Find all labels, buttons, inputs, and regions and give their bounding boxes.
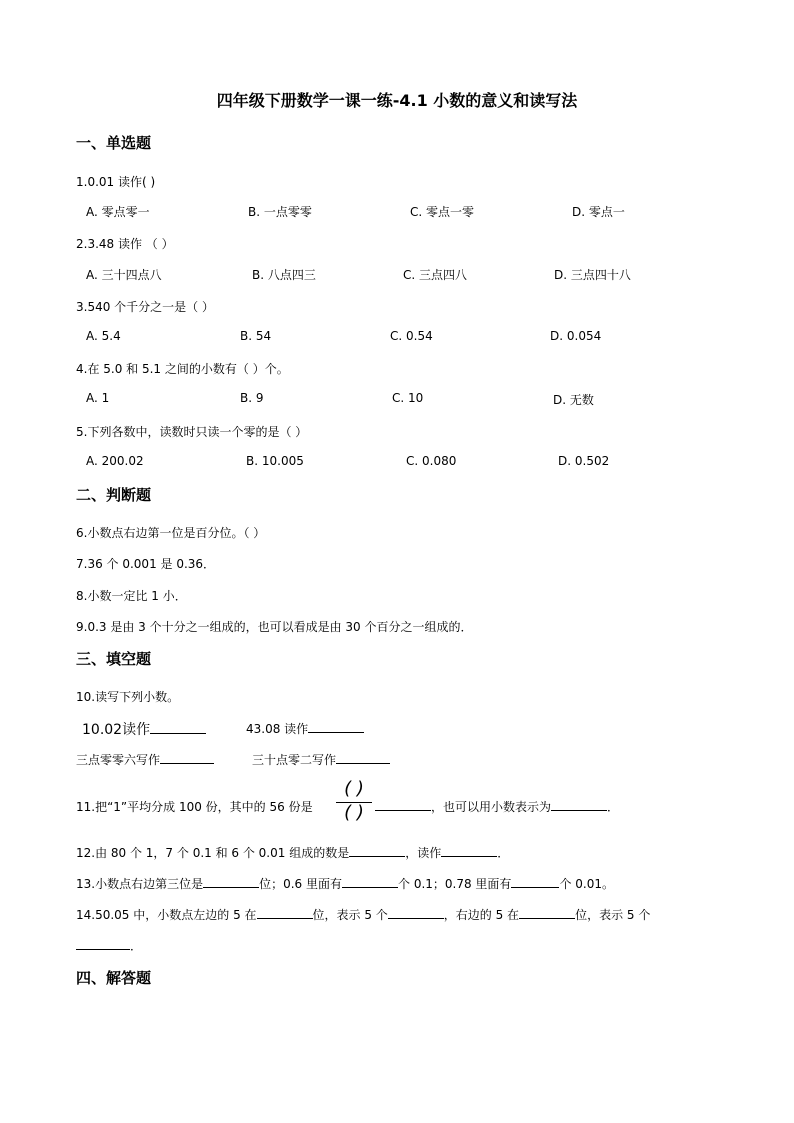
question-1-option-a: A. 零点零一 bbox=[86, 205, 150, 219]
question-4-option-d: D. 无数 bbox=[553, 393, 594, 407]
section-heading-solve: 四、解答题 bbox=[76, 969, 152, 987]
answer-blank[interactable] bbox=[203, 875, 259, 888]
question-5-stem: 5.下列各数中，读数时只读一个零的是（ ） bbox=[76, 425, 308, 439]
question-2-option-b: B. 八点四三 bbox=[252, 268, 316, 282]
answer-blank[interactable] bbox=[76, 937, 130, 950]
question-4-stem: 4.在 5.0 和 5.1 之间的小数有（ ）个。 bbox=[76, 362, 289, 376]
question-10-part-a bbox=[82, 719, 206, 739]
question-8: 8.小数一定比 1 小． bbox=[76, 589, 187, 603]
question-1-option-c: C. 零点一零 bbox=[410, 205, 475, 219]
answer-blank[interactable] bbox=[388, 906, 444, 919]
question-2-option-c: C. 三点四八 bbox=[403, 268, 468, 282]
question-3-option-b: B. 54 bbox=[240, 329, 272, 343]
question-11-prefix: 11.把“1”平均分成 100 份，其中的 56 份是 bbox=[76, 800, 313, 814]
question-10-stem: 10.读写下列小数。 bbox=[76, 690, 180, 704]
question-2-option-a: A. 三十四点八 bbox=[86, 268, 162, 282]
question-2-stem: 2.3.48 读作 （ ） bbox=[76, 237, 174, 251]
question-14-part-d: 位，表示 5 个 bbox=[575, 908, 651, 922]
answer-blank[interactable] bbox=[551, 798, 607, 811]
question-2-option-d: D. 三点四十八 bbox=[554, 268, 631, 282]
question-12-part-c: ． bbox=[497, 846, 510, 860]
question-5-option-a: A. 200.02 bbox=[86, 454, 144, 468]
answer-blank[interactable] bbox=[308, 720, 364, 733]
question-13-part-a: 13.小数点右边第三位是 bbox=[76, 877, 204, 891]
question-14-part-c: ，右边的 5 在 bbox=[443, 908, 520, 922]
question-11-end: ． bbox=[607, 800, 620, 814]
answer-blank[interactable] bbox=[150, 721, 206, 734]
answer-blank[interactable] bbox=[441, 844, 497, 857]
question-4-option-c: C. 10 bbox=[392, 391, 424, 405]
question-10-part-a-label: 10.02读作 bbox=[82, 722, 151, 738]
question-11-mid: ，也可以用小数表示为 bbox=[431, 800, 552, 814]
question-10-part-b bbox=[246, 720, 364, 737]
answer-blank[interactable] bbox=[160, 751, 214, 764]
section-heading-fill-blank: 三、填空题 bbox=[76, 650, 152, 668]
question-13 bbox=[76, 875, 614, 892]
fraction-denominator-blank[interactable]: ( ) bbox=[344, 802, 364, 823]
question-1-option-b: B. 一点零零 bbox=[248, 205, 312, 219]
question-14 bbox=[76, 906, 650, 923]
question-12-part-a: 12.由 80 个 1，7 个 0.1 和 6 个 0.01 组成的数是 bbox=[76, 846, 350, 860]
answer-blank[interactable] bbox=[519, 906, 575, 919]
question-14-part-e: ． bbox=[130, 939, 143, 953]
answer-blank[interactable] bbox=[342, 875, 398, 888]
answer-blank[interactable] bbox=[349, 844, 405, 857]
question-4-option-b: B. 9 bbox=[240, 391, 264, 405]
section-heading-single-choice: 一、单选题 bbox=[76, 134, 152, 152]
question-11-rest bbox=[375, 798, 619, 815]
question-12 bbox=[76, 844, 509, 861]
question-6: 6.小数点右边第一位是百分位。（ ） bbox=[76, 526, 266, 540]
question-10-part-d bbox=[252, 751, 390, 768]
question-13-part-b: 位；0.6 里面有 bbox=[259, 877, 342, 891]
question-14-part-b: 位，表示 5 个 bbox=[312, 908, 388, 922]
question-1-stem: 1.0.01 读作( ) bbox=[76, 175, 156, 189]
question-5-option-d: D. 0.502 bbox=[558, 454, 610, 468]
question-14-continued bbox=[76, 937, 142, 954]
question-10-part-b-label: 43.08 读作 bbox=[246, 722, 309, 736]
answer-blank[interactable] bbox=[257, 906, 313, 919]
question-3-option-c: C. 0.54 bbox=[390, 329, 433, 343]
question-3-option-d: D. 0.054 bbox=[550, 329, 602, 343]
section-heading-true-false: 二、判断题 bbox=[76, 486, 152, 504]
fraction-numerator-blank[interactable]: ( ) bbox=[344, 778, 364, 799]
answer-blank[interactable] bbox=[336, 751, 390, 764]
question-10-part-d-label: 三十点零二写作 bbox=[252, 753, 337, 767]
question-9: 9.0.3 是由 3 个十分之一组成的，也可以看成是由 30 个百分之一组成的． bbox=[76, 620, 473, 634]
question-13-part-d: 个 0.01。 bbox=[559, 877, 614, 891]
question-1-option-d: D. 零点一 bbox=[572, 205, 625, 219]
question-11-fraction bbox=[334, 780, 374, 826]
question-7: 7.36 个 0.001 是 0.36． bbox=[76, 557, 216, 571]
answer-blank[interactable] bbox=[375, 798, 431, 811]
question-10-part-c bbox=[76, 751, 214, 768]
question-13-part-c: 个 0.1；0.78 里面有 bbox=[398, 877, 512, 891]
question-10-part-c-label: 三点零零六写作 bbox=[76, 753, 161, 767]
question-3-option-a: A. 5.4 bbox=[86, 329, 121, 343]
answer-blank[interactable] bbox=[511, 875, 559, 888]
question-4-option-a: A. 1 bbox=[86, 391, 110, 405]
question-3-stem: 3.540 个千分之一是（ ） bbox=[76, 300, 214, 314]
page-title: 四年级下册数学一课一练-4.1 小数的意义和读写法 bbox=[216, 91, 578, 110]
question-5-option-b: B. 10.005 bbox=[246, 454, 304, 468]
question-14-part-a: 14.50.05 中，小数点左边的 5 在 bbox=[76, 908, 257, 922]
question-5-option-c: C. 0.080 bbox=[406, 454, 457, 468]
question-12-part-b: ，读作 bbox=[405, 846, 442, 860]
